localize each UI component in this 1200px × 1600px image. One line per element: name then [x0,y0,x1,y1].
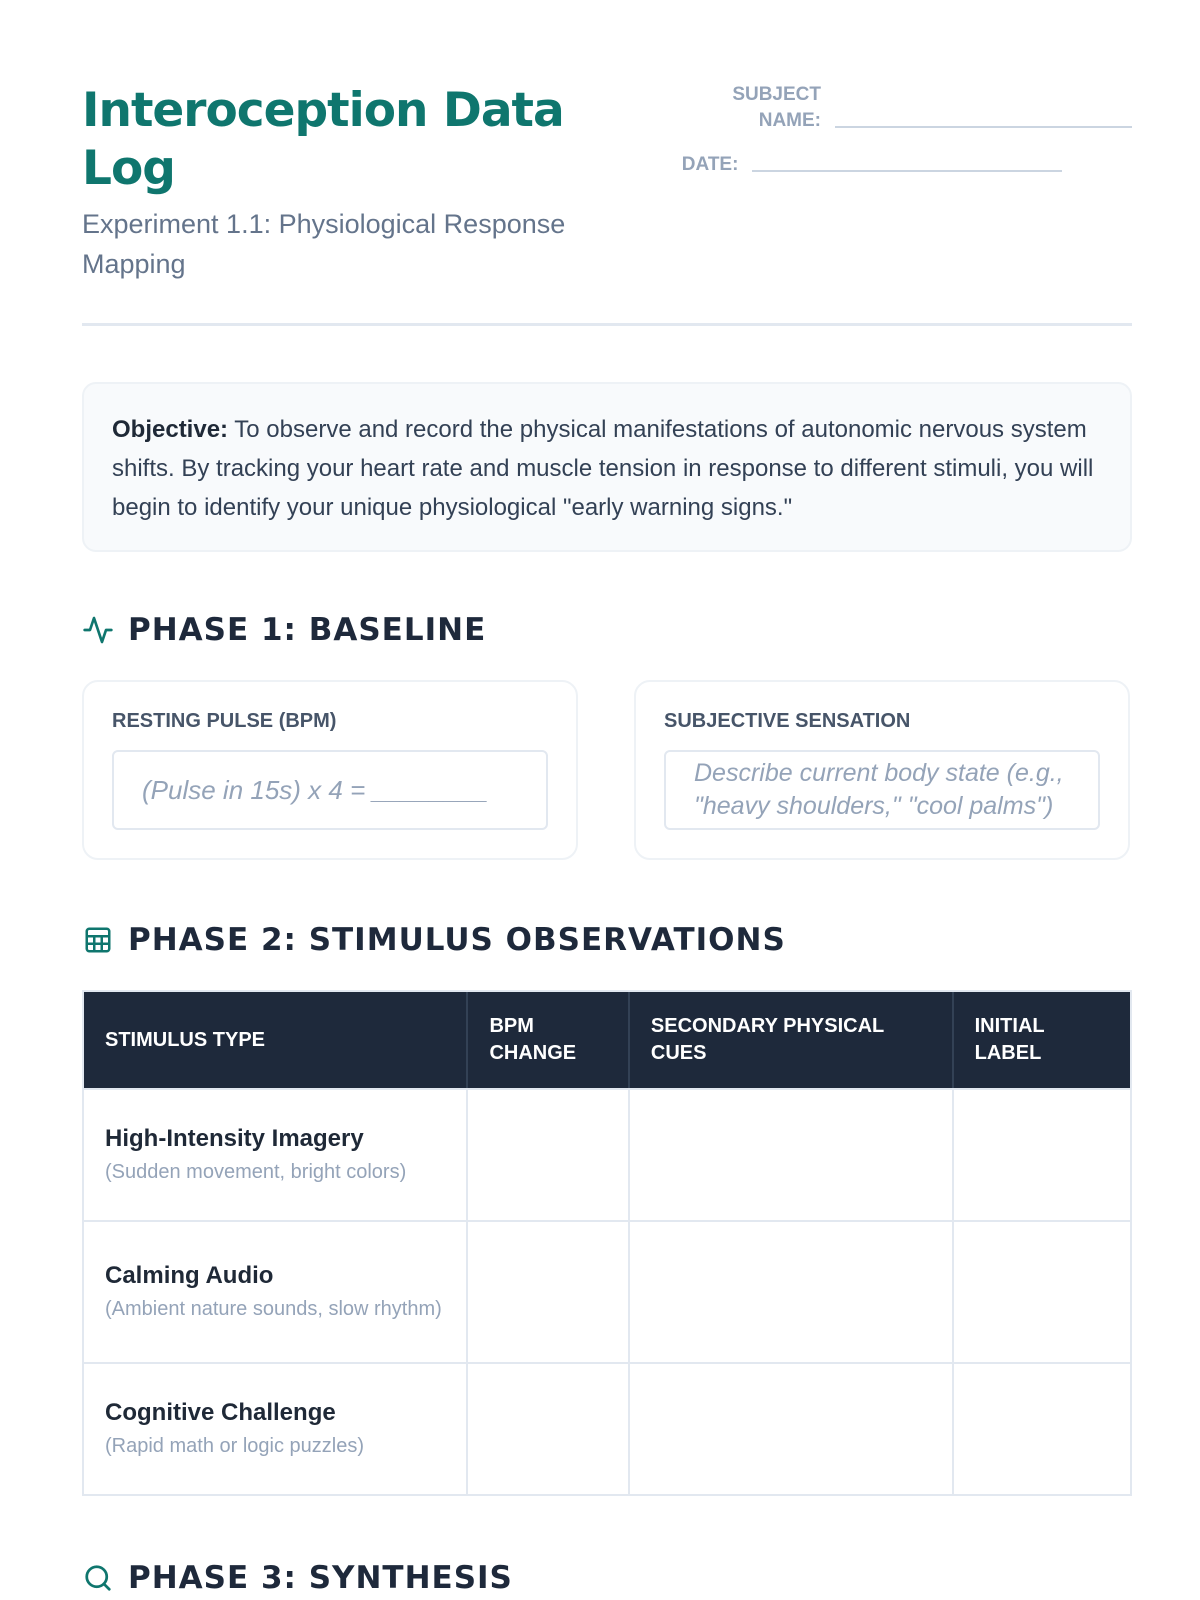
objective-text: To observe and record the physical manifestations of autonomic nervous system shifts. By tracking your heart rate and muscle tension in response to different stimuli, you will begin to identify your unique physiological "early warning signs." [112,416,1094,521]
stimulus-desc: (Rapid math or logic puzzles) [105,1434,364,1457]
initial-label-cell[interactable] [954,1222,1130,1362]
stimulus-title: Calming Audio [105,1261,274,1289]
date-line[interactable] [752,170,1062,172]
phase1-heading [82,608,486,652]
bpm-change-cell[interactable] [468,1364,629,1494]
subject-name-label: SUBJECT NAME: [732,84,821,131]
stimulus-desc: (Ambient nature sounds, slow rhythm) [105,1297,442,1320]
stimulus-desc: (Sudden movement, bright colors) [105,1160,407,1183]
initial-label-cell[interactable] [954,1090,1130,1220]
resting-pulse-card [82,680,578,860]
phase2-heading [82,918,786,962]
date-label: DATE: [681,154,739,175]
column-header-bpm-change: BPM CHANGE [468,992,629,1088]
stimulus-cell [84,1222,468,1362]
resting-pulse-input[interactable]: (Pulse in 15s) x 4 = ________ [112,750,548,830]
stimulus-cell [84,1364,468,1494]
subjective-sensation-input[interactable]: Describe current body state (e.g., "heavy shoulders," "cool palms") [664,750,1100,830]
stimulus-cell [84,1090,468,1220]
bpm-change-cell[interactable] [468,1222,629,1362]
page-header [82,78,1132,326]
subjective-sensation-card [634,680,1130,860]
objective-lead: Objective: [112,416,229,443]
column-header-stimulus-type: STIMULUS TYPE [84,992,468,1088]
table-grid-icon [82,924,114,956]
initial-label-cell[interactable] [954,1364,1130,1494]
date-field[interactable] [662,152,1062,178]
table-row [84,1088,1130,1220]
table-header-row [84,992,1130,1088]
table-row [84,1362,1130,1494]
stimulus-observations-table [82,990,1132,1496]
phase3-heading [82,1556,513,1600]
worksheet-page [82,0,1132,1600]
column-header-secondary-cues: SECONDARY PHYSICAL CUES [630,992,954,1088]
secondary-cues-cell[interactable] [630,1090,954,1220]
bpm-change-cell[interactable] [468,1090,629,1220]
resting-pulse-label: RESTING PULSE (BPM) [112,710,337,732]
page-title: Interoception Data Log [82,83,564,196]
phase3-heading-label: PHASE 3: SYNTHESIS [128,1560,513,1596]
secondary-cues-cell[interactable] [630,1222,954,1362]
column-header-initial-label: INITIAL LABEL [974,1015,1045,1064]
phase1-heading-label: PHASE 1: BASELINE [128,612,487,648]
subject-name-line[interactable] [835,126,1132,128]
stimulus-title: Cognitive Challenge [105,1398,336,1426]
page-subtitle: Experiment 1.1: Physiological Response Mapping [82,209,566,279]
table-row [84,1220,1130,1362]
subject-name-field[interactable] [722,82,1132,134]
secondary-cues-cell[interactable] [630,1364,954,1494]
subjective-sensation-label: SUBJECTIVE SENSATION [664,710,911,732]
activity-pulse-icon [82,614,114,646]
search-icon [82,1562,114,1594]
phase2-heading-label: PHASE 2: STIMULUS OBSERVATIONS [128,922,786,958]
objective-box [82,382,1132,552]
stimulus-title: High-Intensity Imagery [105,1124,364,1152]
